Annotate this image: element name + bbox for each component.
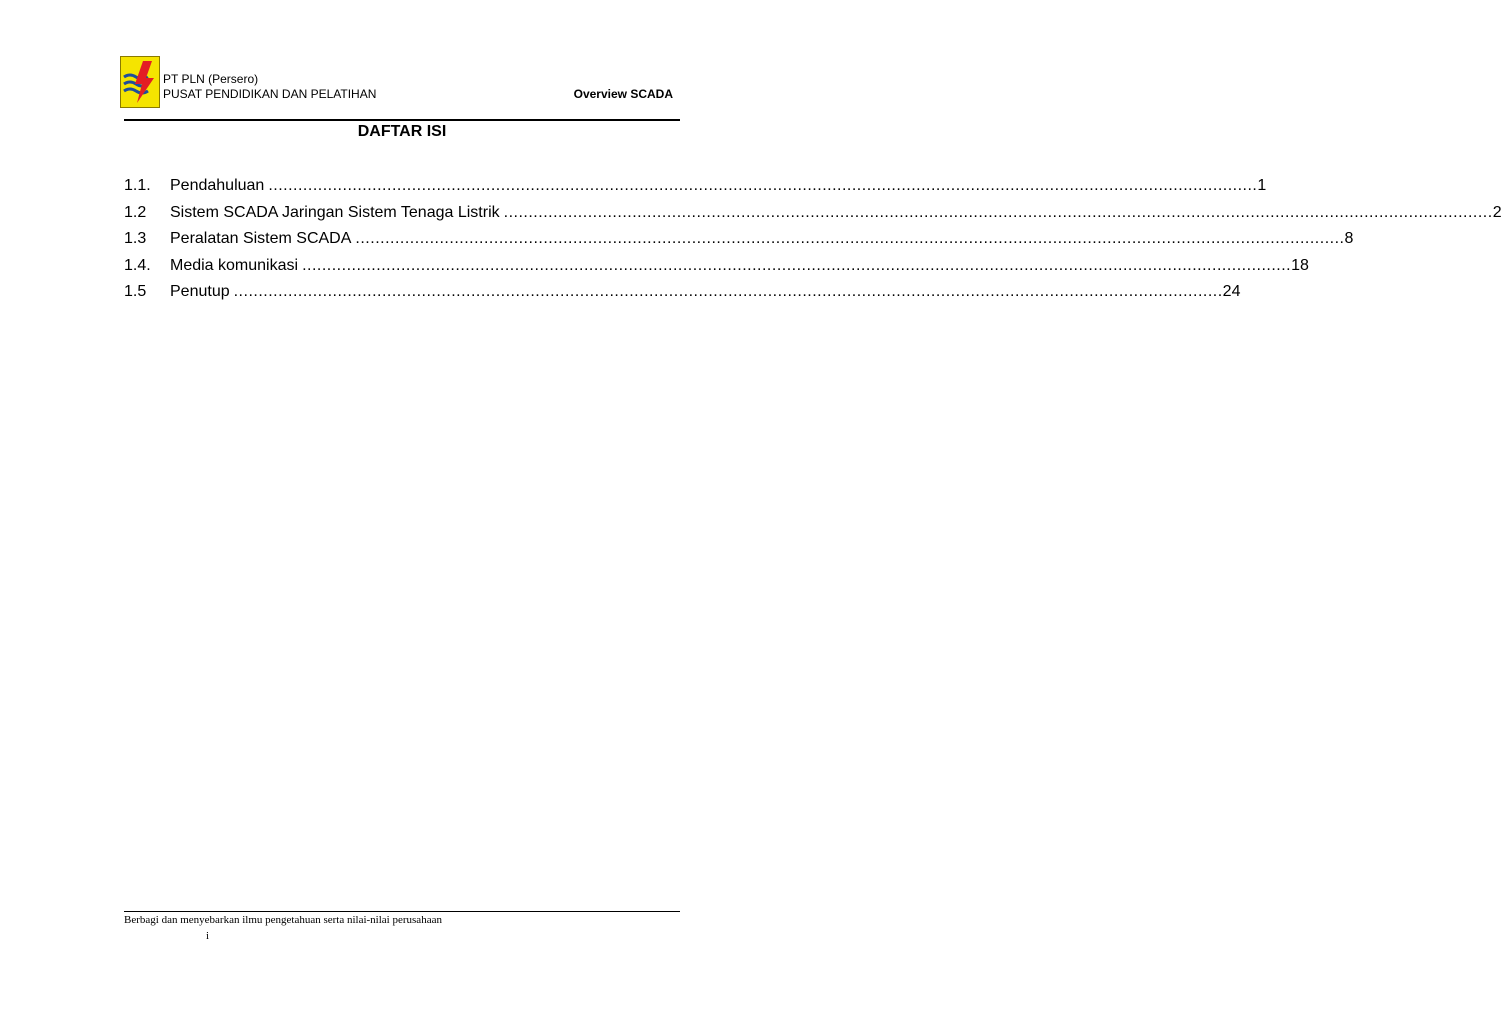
footer-tagline: Berbagi dan menyebarkan ilmu pengetahuan serta nilai-nilai perusahaan <box>124 914 442 926</box>
toc-entry-number: 1.1. <box>124 177 151 194</box>
toc-entry[interactable] <box>124 174 1267 201</box>
page-number: i <box>206 930 210 942</box>
toc-title: DAFTAR ISI <box>357 123 447 140</box>
table-of-contents <box>124 174 1502 307</box>
toc-entry-number: 1.3 <box>124 230 147 247</box>
org-name: PT PLN (Persero) <box>163 72 259 86</box>
toc-entry-page: 8 <box>1344 230 1354 247</box>
toc-entry-label: Media komunikasi <box>170 256 299 274</box>
toc-entry-page: 1 <box>1257 177 1267 194</box>
toc-entry[interactable] <box>124 227 1354 254</box>
toc-leader-dots: ........................................................................................................................................................................................................ <box>503 203 1493 221</box>
pln-logo-icon <box>120 56 160 108</box>
toc-leader-dots: ........................................................................................................................................................................................................ <box>233 283 1223 300</box>
toc-entry-label: Peralatan Sistem SCADA <box>170 230 352 247</box>
toc-entry-label: Sistem SCADA Jaringan Sistem Tenaga Listrik <box>170 203 500 221</box>
org-unit: PUSAT PENDIDIKAN DAN PELATIHAN <box>163 87 377 101</box>
toc-entry[interactable] <box>124 201 1502 228</box>
footer-divider <box>124 911 680 912</box>
document-title: Overview SCADA <box>573 87 673 101</box>
toc-entry-label: Pendahuluan <box>170 177 265 194</box>
toc-entry-page: 18 <box>1291 256 1309 274</box>
toc-leader-dots: ........................................................................................................................................................................................................ <box>355 230 1345 247</box>
toc-leader-dots: ........................................................................................................................................................................................................ <box>302 256 1292 274</box>
toc-entry[interactable] <box>124 280 1241 307</box>
toc-entry-page: 2 <box>1492 203 1502 221</box>
toc-entry-page: 24 <box>1222 283 1241 300</box>
toc-entry[interactable] <box>124 254 1309 281</box>
page-header <box>120 56 680 114</box>
header-divider <box>124 119 680 121</box>
toc-entry-number: 1.2 <box>124 203 147 221</box>
toc-entry-number: 1.5 <box>124 283 147 300</box>
toc-leader-dots: ........................................................................................................................................................................................................ <box>268 177 1258 194</box>
toc-entry-number: 1.4. <box>124 256 151 274</box>
toc-entry-label: Penutup <box>170 283 230 300</box>
